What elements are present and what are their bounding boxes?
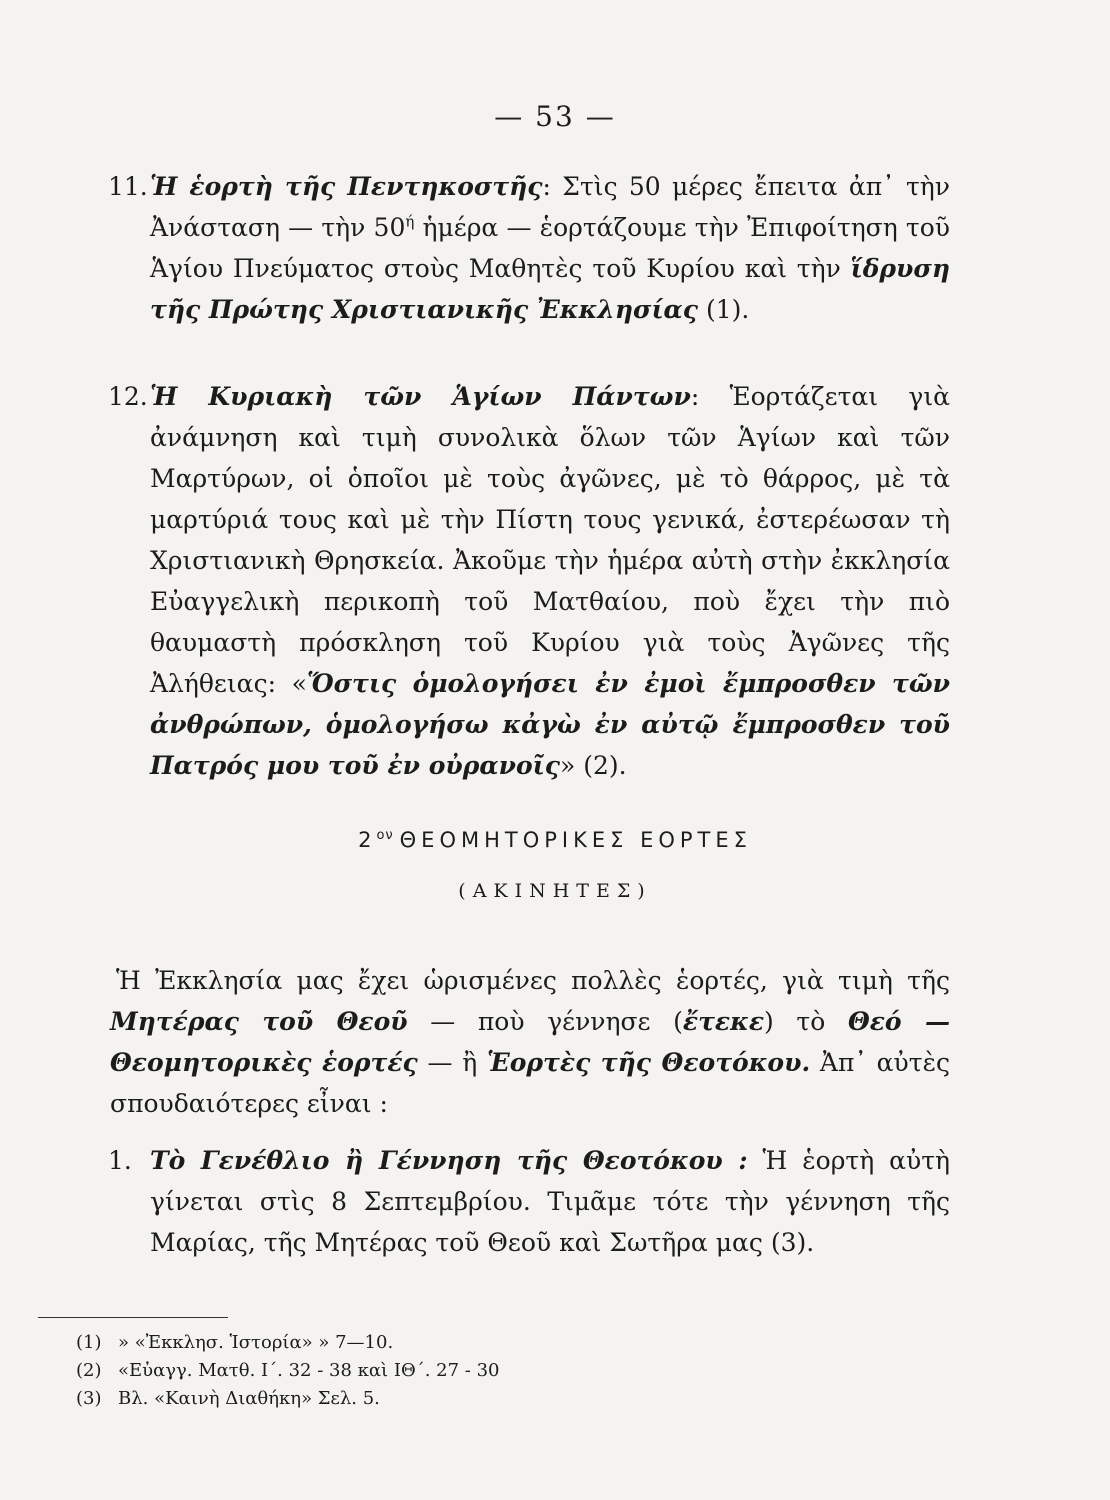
superscript: ή bbox=[405, 212, 415, 231]
punctuation: . bbox=[618, 751, 627, 780]
paragraph-text: Ἡ Ἐκκλησία μας ἔχει ὡρισμένες πολλὲς ἑορτές, γιὰ τιμὴ τῆς bbox=[116, 966, 950, 995]
footnote-ref: (3) bbox=[770, 1228, 807, 1257]
item-title: Τὸ Γενέθλιο ἢ Γέννηση τῆς Θεοτόκου : bbox=[150, 1146, 748, 1175]
section-ordinal-suffix: ον bbox=[376, 828, 394, 843]
quote-text: Ὅστις ὁμολογήσει ἐν ἐμοὶ ἔμπροσθεν τῶν ἀνθρώπων, ὁμολογήσω κἀγὼ ἐν αὐτῷ ἔμπροσθεν τοῦ Πατρός μου τοῦ ἐν οὐρανοῖς bbox=[150, 669, 950, 780]
paragraph-text: ) τὸ bbox=[764, 1007, 848, 1036]
emphasis-text: Ἑορτὲς τῆς Θεοτόκου. bbox=[487, 1048, 811, 1077]
emphasis-text: ἵδρυση τῆς Πρώτης Χριστιανικῆς Ἐκκλησίας bbox=[150, 254, 950, 324]
item-title: Ἡ ἑορτὴ τῆς Πεντηκοστῆς bbox=[150, 172, 543, 201]
paragraph-text: — ἢ bbox=[417, 1048, 488, 1077]
section-ordinal: 2 bbox=[358, 828, 377, 852]
footnote-divider bbox=[38, 1317, 228, 1318]
item-number: 11. bbox=[108, 172, 148, 201]
footnote bbox=[76, 1330, 393, 1356]
section-heading bbox=[0, 828, 1110, 852]
footnote-text: Βλ. «Καινὴ Διαθήκη» Σελ. 5. bbox=[118, 1388, 380, 1409]
section-title: ΘΕΟΜΗΤΟΡΙΚΕΣ ΕΟΡΤΕΣ bbox=[399, 828, 752, 852]
section-subtitle: (ΑΚΙΝΗΤΕΣ) bbox=[458, 880, 652, 902]
list-item bbox=[108, 376, 951, 786]
item-title: Ἡ Κυριακὴ τῶν Ἁγίων Πάντων bbox=[150, 382, 691, 411]
item-text: : Ἑορτάζεται γιὰ ἀνάμνηση καὶ τιμὴ συνολικὰ ὅλων τῶν Ἁγίων καὶ τῶν Μαρτύρων, οἱ ὁποῖοι μὲ τοὺς ἀγῶνες, μὲ τὸ θάρρος, μὲ τὰ μαρτύριά τους καὶ μὲ τὴν Πίστη τους γενικά, ἐστερέωσαν τὴ Χριστιανικὴ Θρησκεία. Ἀκοῦμε τὴν ἡμέρα αὐτὴ στὴν ἐκκλησία Εὐαγγελικὴ περικοπὴ τοῦ Ματθαίου, ποὺ ἔχει τὴν πιὸ θαυμαστὴ πρόσκληση τοῦ Κυρίου γιὰ τοὺς Ἀγῶνες τῆς Ἀλήθειας: « bbox=[150, 382, 951, 698]
paragraph-text: Ἀπ᾽ αὐτὲς σπουδαιότερες εἶναι : bbox=[110, 1048, 950, 1118]
list-item bbox=[108, 166, 950, 330]
emphasis-text: ἔτεκε bbox=[682, 1007, 765, 1036]
footnote-ref: (2) bbox=[583, 751, 619, 780]
item-text: Ἡ ἑορτὴ αὐτὴ γίνεται στὶς 8 Σεπτεμβρίου. Τιμᾶμε τότε τὴν γέννηση τῆς Μαρίας, τῆς Μητέρας τοῦ Θεοῦ καὶ Σωτῆρα μας bbox=[150, 1146, 951, 1257]
footnote bbox=[76, 1386, 380, 1412]
footnote-label: (3) bbox=[76, 1388, 102, 1409]
footnote-text: «Εὐαγγ. Ματθ. Ι΄. 32 - 38 καὶ ΙΘ΄. 27 - 30 bbox=[118, 1360, 500, 1381]
item-number: 1. bbox=[108, 1146, 132, 1175]
footnote-label: (1) bbox=[76, 1332, 102, 1353]
item-text: ἡμέρα — ἑορτάζουμε τὴν Ἐπιφοίτηση τοῦ Ἁγίου Πνεύματος στοὺς Μαθητὲς τοῦ Κυρίου καὶ τὴν bbox=[150, 213, 950, 283]
paragraph-text: — ποὺ γέννησε ( bbox=[407, 1007, 683, 1036]
item-number: 12. bbox=[108, 382, 148, 411]
punctuation: » bbox=[559, 751, 584, 780]
list-item bbox=[108, 1140, 951, 1263]
page-number: — 53 — bbox=[494, 100, 616, 133]
emphasis-text: Μητέρας τοῦ Θεοῦ bbox=[110, 1007, 408, 1036]
punctuation: . bbox=[806, 1228, 815, 1257]
intro-paragraph bbox=[110, 960, 950, 1124]
footnote-label: (2) bbox=[76, 1360, 102, 1381]
punctuation: . bbox=[741, 295, 750, 324]
item-text: : Στὶς 50 μέρες ἔπειτα ἀπ᾽ τὴν Ἀνάσταση — τὴν 50 bbox=[150, 172, 950, 242]
footnote-text: » «Ἐκκλησ. Ἱστορία» » 7—10. bbox=[118, 1332, 394, 1353]
emphasis-text: Θεό — Θεομητορικὲς ἑορτές bbox=[110, 1007, 950, 1077]
footnote-ref: (1) bbox=[705, 295, 742, 324]
footnote bbox=[76, 1358, 499, 1384]
